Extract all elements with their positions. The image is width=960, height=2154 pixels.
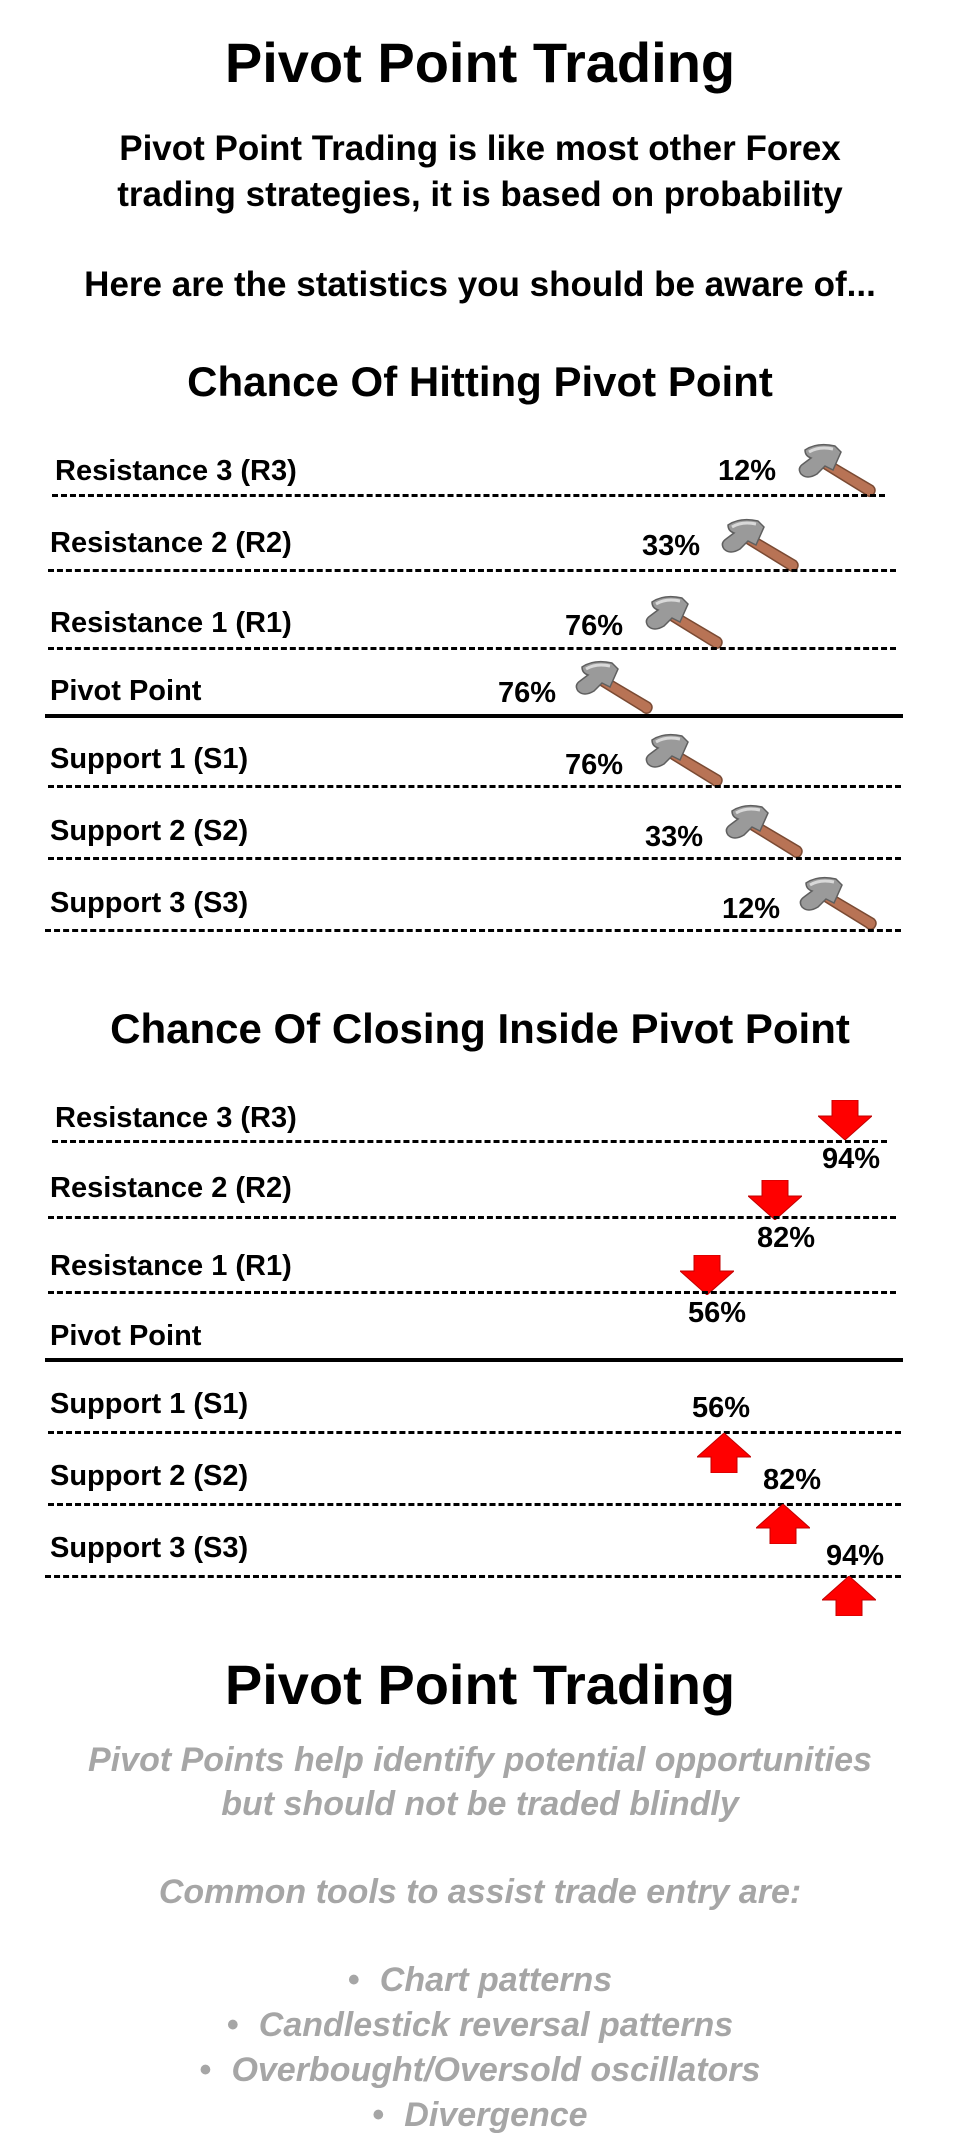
footer-line-3: Common tools to assist trade entry are: xyxy=(158,1873,802,1911)
hitting-divider xyxy=(52,494,885,497)
up-arrow-icon xyxy=(697,1433,751,1473)
tool-list-item xyxy=(0,2048,960,2092)
hitting-value-r1: 76% xyxy=(565,610,624,642)
hitting-divider xyxy=(48,569,896,572)
hitting-divider xyxy=(48,647,896,650)
closing-value-s2: 82% xyxy=(763,1464,822,1496)
tool-list-item xyxy=(0,1958,960,2002)
hitting-label-s3: Support 3 (S3) xyxy=(50,887,249,919)
hitting-label-s1: Support 1 (S1) xyxy=(50,743,249,775)
hitting-value-s3: 12% xyxy=(722,893,781,925)
tool-label: Overbought/Oversold oscillators xyxy=(231,2051,761,2089)
page-title: Pivot Point Trading xyxy=(224,31,736,94)
footer-line-2: but should not be traded blindly xyxy=(221,1785,739,1823)
closing-label-r2: Resistance 2 (R2) xyxy=(50,1172,292,1204)
hammer-icon xyxy=(642,592,726,650)
down-arrow-icon xyxy=(748,1180,802,1220)
closing-divider xyxy=(45,1575,901,1578)
bullet-icon: • xyxy=(226,2006,239,2044)
up-arrow-icon xyxy=(756,1504,810,1544)
closing-value-r2: 82% xyxy=(757,1222,816,1254)
up-arrow-icon xyxy=(822,1576,876,1616)
closing-divider xyxy=(48,1291,896,1294)
hitting-label-s2: Support 2 (S2) xyxy=(50,815,249,847)
tool-label: Candlestick reversal patterns xyxy=(258,2006,734,2044)
hitting-label-r3: Resistance 3 (R3) xyxy=(55,455,297,487)
closing-label-r3: Resistance 3 (R3) xyxy=(55,1102,297,1134)
closing-value-s3: 94% xyxy=(826,1540,885,1572)
hitting-value-s1: 76% xyxy=(565,749,624,781)
closing-label-r1: Resistance 1 (R1) xyxy=(50,1250,292,1282)
intro-line-3: Here are the statistics you should be aware of... xyxy=(84,265,876,304)
hammer-icon xyxy=(796,873,880,931)
hitting-value-pivot: 76% xyxy=(498,677,557,709)
hammer-icon xyxy=(718,515,802,573)
closing-divider xyxy=(48,1216,896,1219)
footer-title: Pivot Point Trading xyxy=(224,1653,736,1716)
closing-label-s1: Support 1 (S1) xyxy=(50,1388,249,1420)
bullet-icon: • xyxy=(199,2051,212,2089)
down-arrow-icon xyxy=(680,1255,734,1295)
closing-heading: Chance Of Closing Inside Pivot Point xyxy=(110,1005,850,1052)
hitting-label-pivot: Pivot Point xyxy=(50,675,202,707)
bullet-icon: • xyxy=(372,2096,385,2134)
tool-list-item xyxy=(0,2093,960,2137)
hitting-divider xyxy=(45,929,901,932)
hitting-divider xyxy=(48,785,901,788)
tool-label: Chart patterns xyxy=(379,1961,613,1999)
closing-divider xyxy=(52,1140,887,1143)
hitting-value-s2: 33% xyxy=(645,821,704,853)
hitting-value-r3: 12% xyxy=(718,455,777,487)
hammer-icon xyxy=(642,730,726,788)
hammer-icon xyxy=(722,801,806,859)
hammer-icon xyxy=(795,440,879,498)
bullet-icon: • xyxy=(347,1961,360,1999)
intro-line-1: Pivot Point Trading is like most other Forex xyxy=(119,129,841,168)
hitting-label-r1: Resistance 1 (R1) xyxy=(50,607,292,639)
closing-label-pivot: Pivot Point xyxy=(50,1320,202,1352)
hitting-value-r2: 33% xyxy=(642,530,701,562)
intro-line-2: trading strategies, it is based on probability xyxy=(117,175,843,214)
hitting-label-r2: Resistance 2 (R2) xyxy=(50,527,292,559)
hitting-divider xyxy=(48,857,901,860)
closing-label-s3: Support 3 (S3) xyxy=(50,1532,249,1564)
hitting-heading: Chance Of Hitting Pivot Point xyxy=(187,358,773,405)
down-arrow-icon xyxy=(818,1100,872,1140)
footer-line-1: Pivot Points help identify potential opportunities xyxy=(88,1741,872,1779)
closing-divider xyxy=(48,1431,901,1434)
closing-label-s2: Support 2 (S2) xyxy=(50,1460,249,1492)
tool-list-item xyxy=(0,2003,960,2047)
tool-label: Divergence xyxy=(404,2096,588,2134)
pivot-line xyxy=(45,1358,903,1362)
closing-value-s1: 56% xyxy=(692,1392,751,1424)
closing-value-r1: 56% xyxy=(688,1297,747,1329)
pivot-line xyxy=(45,714,903,718)
hammer-icon xyxy=(572,657,656,715)
closing-value-r3: 94% xyxy=(822,1143,881,1175)
